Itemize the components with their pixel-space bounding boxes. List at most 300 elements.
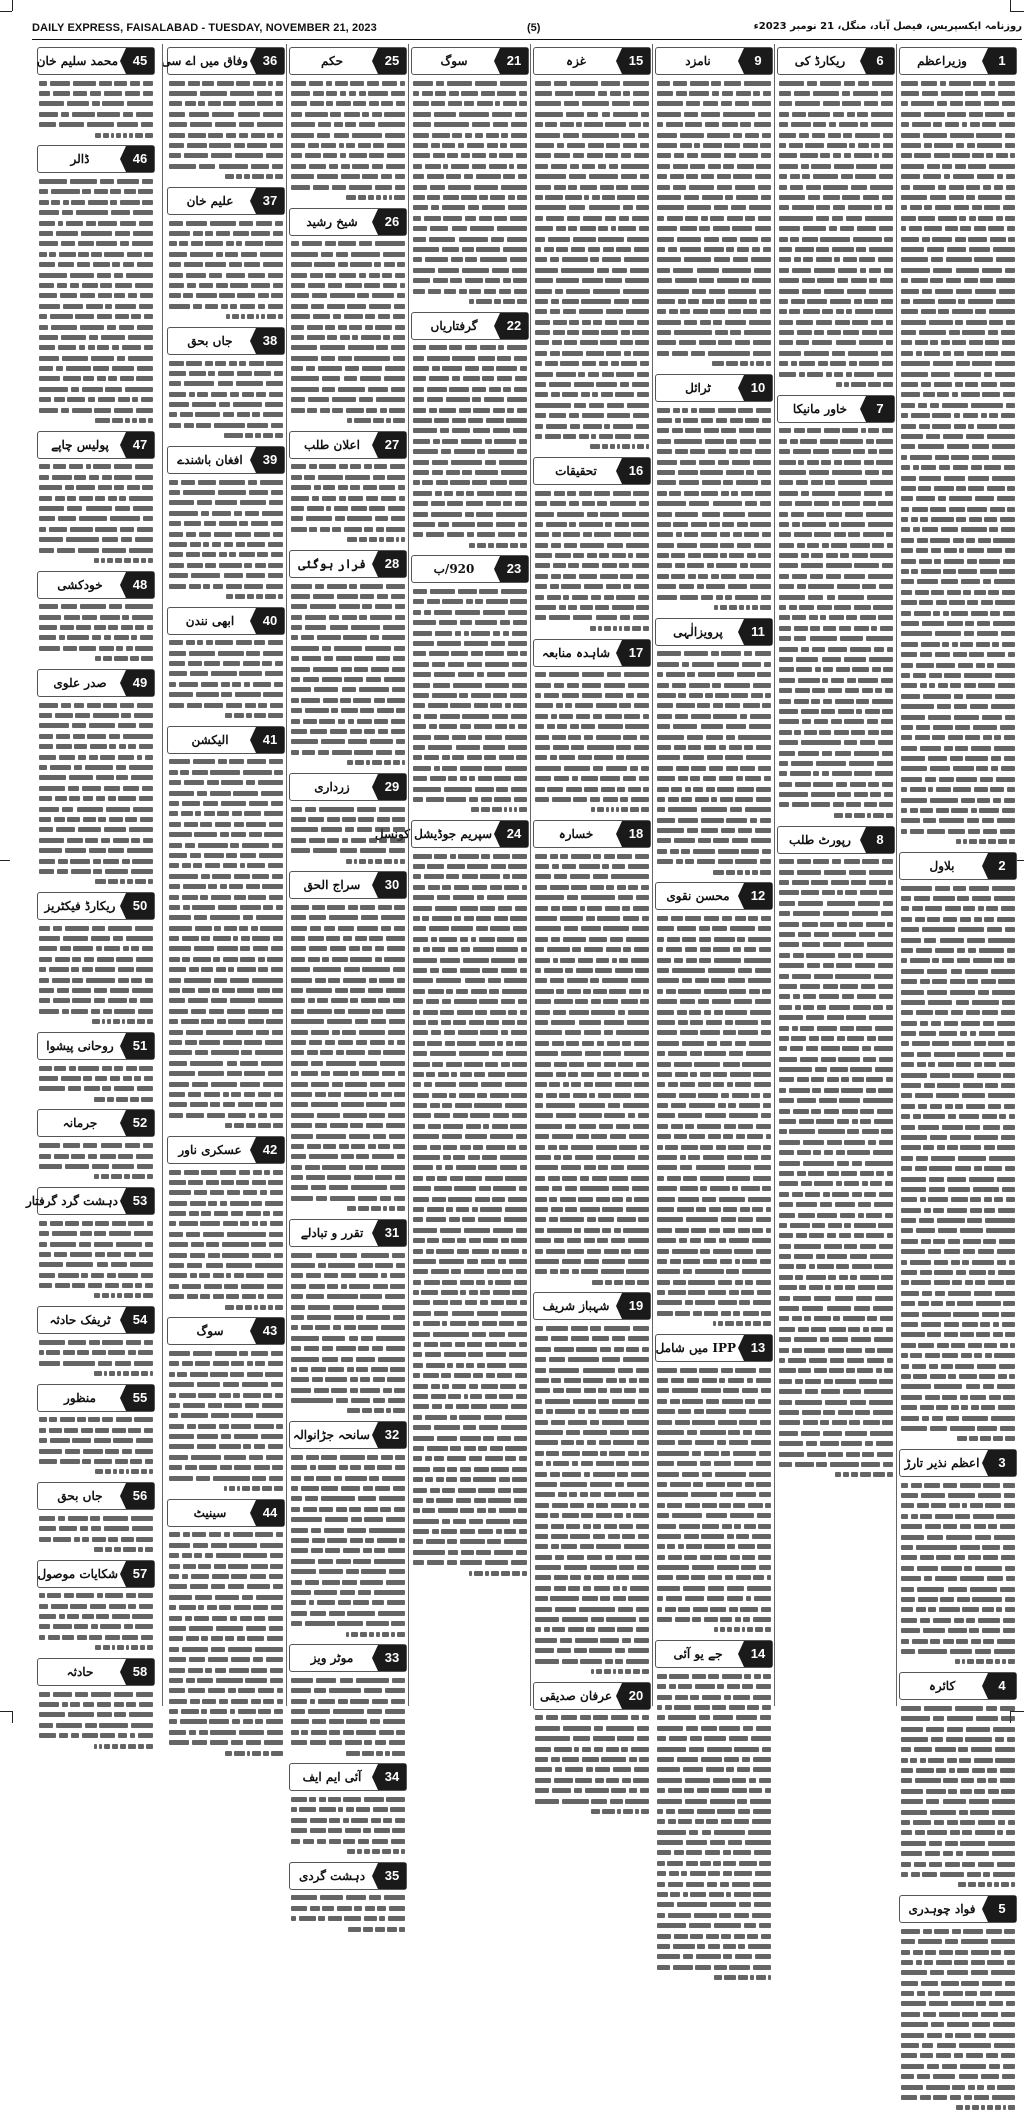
word-glyph <box>840 1026 854 1031</box>
word-glyph <box>657 776 675 781</box>
word-glyph <box>801 740 841 745</box>
word-glyph <box>779 257 791 262</box>
word-glyph <box>933 268 952 273</box>
word-glyph <box>877 372 893 377</box>
text-line <box>779 1168 893 1178</box>
word-glyph <box>926 1799 939 1804</box>
word-glyph <box>794 626 808 631</box>
word-glyph <box>800 1026 814 1031</box>
word-glyph <box>820 237 850 242</box>
text-line <box>901 2082 1015 2092</box>
word-glyph <box>999 1062 1015 1067</box>
word-glyph <box>901 226 906 231</box>
word-glyph <box>671 1103 686 1108</box>
word-glyph <box>983 1052 1003 1057</box>
text-line <box>657 784 771 794</box>
word-glyph <box>864 460 874 465</box>
text-line <box>657 447 771 457</box>
word-glyph <box>969 112 983 117</box>
word-glyph <box>754 1082 771 1087</box>
word-glyph <box>657 838 671 843</box>
word-glyph <box>864 802 877 807</box>
word-glyph <box>823 185 848 190</box>
word-glyph <box>901 1587 914 1592</box>
word-glyph <box>981 600 993 605</box>
word-glyph <box>962 330 985 335</box>
word-glyph <box>901 1545 913 1550</box>
word-glyph <box>677 543 697 548</box>
word-glyph <box>779 289 799 294</box>
word-glyph <box>927 1830 947 1835</box>
word-glyph <box>988 1104 1001 1109</box>
word-glyph <box>698 574 708 579</box>
word-glyph <box>722 122 738 127</box>
word-glyph <box>843 1316 865 1321</box>
word-glyph <box>779 1441 803 1446</box>
text-line <box>779 120 893 130</box>
word-glyph <box>988 1524 997 1529</box>
word-glyph <box>798 901 823 906</box>
word-glyph <box>963 413 978 418</box>
word-glyph <box>726 818 747 823</box>
word-glyph <box>766 1134 771 1139</box>
word-glyph <box>682 978 692 983</box>
word-glyph <box>749 205 771 210</box>
word-glyph <box>956 777 977 782</box>
text-line <box>901 608 1015 618</box>
word-glyph <box>850 543 870 548</box>
text-line <box>901 234 1015 244</box>
word-glyph <box>752 605 758 610</box>
word-glyph <box>954 1555 965 1560</box>
word-glyph <box>961 798 975 803</box>
word-glyph <box>913 673 926 678</box>
word-glyph <box>844 740 857 745</box>
word-glyph <box>913 465 919 470</box>
word-glyph <box>880 1316 893 1321</box>
word-glyph <box>997 917 1015 922</box>
word-glyph <box>981 2012 998 2017</box>
story-headline: ٹرائل <box>660 375 736 401</box>
text-line <box>779 1220 893 1230</box>
word-glyph <box>968 948 976 953</box>
text-line <box>901 1132 1015 1142</box>
word-glyph <box>854 626 869 631</box>
text-line <box>901 494 1015 504</box>
word-glyph <box>879 174 893 179</box>
word-glyph <box>858 901 880 906</box>
word-glyph <box>731 205 746 210</box>
word-glyph <box>797 1077 809 1082</box>
word-glyph <box>779 911 790 916</box>
text-line <box>657 478 771 488</box>
word-glyph <box>722 522 734 527</box>
word-glyph <box>978 1882 985 1887</box>
word-glyph <box>950 979 965 984</box>
word-glyph <box>816 257 832 262</box>
word-glyph <box>969 1177 994 1182</box>
word-glyph <box>960 1228 983 1233</box>
text-line <box>901 130 1015 140</box>
word-glyph <box>970 1208 982 1213</box>
word-glyph <box>726 470 744 475</box>
story-headline: تحقیقات <box>538 458 614 484</box>
word-glyph <box>675 418 681 423</box>
word-glyph <box>855 133 880 138</box>
word-glyph <box>693 849 715 854</box>
story-body-text <box>776 78 896 390</box>
word-glyph <box>1005 1597 1015 1602</box>
text-line <box>657 1028 771 1038</box>
word-glyph <box>901 1301 915 1306</box>
word-glyph <box>954 1618 964 1623</box>
word-glyph <box>886 1327 893 1332</box>
word-glyph <box>901 309 918 314</box>
word-glyph <box>966 320 987 325</box>
word-glyph <box>962 1659 965 1664</box>
word-glyph <box>755 828 771 833</box>
word-glyph <box>828 1223 842 1228</box>
text-line <box>901 307 1015 317</box>
word-glyph <box>835 974 871 979</box>
word-glyph <box>675 563 685 568</box>
text-line <box>657 659 771 669</box>
word-glyph <box>813 1150 821 1155</box>
word-glyph <box>885 1181 893 1186</box>
word-glyph <box>821 1389 840 1394</box>
text-line <box>779 1210 893 1220</box>
header-urdu-dateline: روزنامہ ایکسپریس، فیصل آباد، منگل، 21 نومبر 2023ء <box>754 21 1022 32</box>
word-glyph <box>932 735 945 740</box>
word-glyph <box>1009 1114 1015 1119</box>
word-glyph <box>950 756 963 761</box>
word-glyph <box>682 937 696 942</box>
word-glyph <box>758 766 771 771</box>
word-glyph <box>822 751 832 756</box>
word-glyph <box>881 730 893 735</box>
word-glyph <box>836 309 844 314</box>
word-glyph <box>729 449 738 454</box>
word-glyph <box>823 626 836 631</box>
word-glyph <box>832 932 856 937</box>
text-line <box>779 613 893 623</box>
text-line <box>657 825 771 835</box>
word-glyph <box>657 947 663 952</box>
word-glyph <box>1006 2001 1015 2006</box>
word-glyph <box>730 926 755 931</box>
story-number-badge: 15 <box>622 48 650 74</box>
word-glyph <box>796 1264 806 1269</box>
word-glyph <box>813 91 839 96</box>
text-line <box>901 904 1015 914</box>
word-glyph <box>837 1161 849 1166</box>
word-glyph <box>964 673 992 678</box>
word-glyph <box>735 185 755 190</box>
word-glyph <box>977 143 1002 148</box>
word-glyph <box>728 289 756 294</box>
word-glyph <box>809 615 818 620</box>
word-glyph <box>713 1072 727 1077</box>
word-glyph <box>856 1296 872 1301</box>
word-glyph <box>825 1400 847 1405</box>
word-glyph <box>915 1166 927 1171</box>
word-glyph <box>901 1607 913 1612</box>
word-glyph <box>965 101 981 106</box>
word-glyph <box>779 112 789 117</box>
text-line <box>901 525 1015 535</box>
word-glyph <box>974 787 988 792</box>
word-glyph <box>706 1020 722 1025</box>
text-line <box>779 1272 893 1282</box>
word-glyph <box>779 1410 799 1415</box>
word-glyph <box>886 1077 893 1082</box>
word-glyph <box>978 1249 994 1254</box>
word-glyph <box>707 755 723 760</box>
word-glyph <box>985 340 999 345</box>
word-glyph <box>972 1768 985 1773</box>
word-glyph <box>761 153 771 158</box>
word-glyph <box>901 1114 910 1119</box>
word-glyph <box>972 205 982 210</box>
word-glyph <box>997 1862 1015 1867</box>
word-glyph <box>875 1067 893 1072</box>
word-glyph <box>931 257 943 262</box>
text-line <box>901 805 1015 815</box>
word-glyph <box>829 122 836 127</box>
word-glyph <box>813 771 819 776</box>
word-glyph <box>680 226 697 231</box>
word-glyph <box>713 947 730 952</box>
word-glyph <box>1003 1628 1015 1633</box>
word-glyph <box>998 1270 1015 1275</box>
word-glyph <box>961 1939 988 1944</box>
word-glyph <box>1006 185 1015 190</box>
word-glyph <box>975 1535 991 1540</box>
word-glyph <box>879 226 893 231</box>
word-glyph <box>817 605 832 610</box>
text-line <box>779 1231 893 1241</box>
word-glyph <box>845 1285 855 1290</box>
word-glyph <box>779 1244 791 1249</box>
word-glyph <box>965 2105 970 2110</box>
word-glyph <box>779 91 791 96</box>
word-glyph <box>836 667 850 672</box>
word-glyph <box>961 1981 979 1986</box>
word-glyph <box>867 942 893 947</box>
word-glyph <box>971 611 988 616</box>
word-glyph <box>923 174 941 179</box>
text-line <box>779 1127 893 1137</box>
crop-mark <box>1010 0 1011 11</box>
word-glyph <box>868 449 877 454</box>
word-glyph <box>927 2033 942 2038</box>
word-glyph <box>779 1264 794 1269</box>
word-glyph <box>847 678 856 683</box>
text-line <box>901 1936 1015 1946</box>
text-line <box>779 800 893 810</box>
story-headline-bar <box>899 1895 1017 1923</box>
word-glyph <box>946 1301 955 1306</box>
word-glyph <box>720 543 734 548</box>
word-glyph <box>901 455 907 460</box>
text-line <box>779 1085 893 1095</box>
word-glyph <box>845 813 852 818</box>
word-glyph <box>779 1316 789 1321</box>
word-glyph <box>988 330 998 335</box>
word-glyph <box>1003 559 1015 564</box>
word-glyph <box>966 1384 980 1389</box>
word-glyph <box>901 1768 913 1773</box>
word-glyph <box>912 1041 930 1046</box>
word-glyph <box>977 2085 984 2090</box>
text-line <box>901 816 1015 826</box>
word-glyph <box>901 91 919 96</box>
word-glyph <box>957 1301 973 1306</box>
word-glyph <box>690 449 705 454</box>
word-glyph <box>922 621 944 626</box>
word-glyph <box>901 1104 915 1109</box>
text-line <box>779 561 893 571</box>
word-glyph <box>791 761 813 766</box>
word-glyph <box>922 289 932 294</box>
word-glyph <box>855 174 876 179</box>
word-glyph <box>735 1020 758 1025</box>
story-body-text <box>654 405 774 613</box>
word-glyph <box>960 1545 980 1550</box>
crop-mark <box>1010 11 1024 12</box>
word-glyph <box>901 112 921 117</box>
word-glyph <box>838 480 867 485</box>
word-glyph <box>793 1296 811 1301</box>
word-glyph <box>982 1981 1002 1986</box>
word-glyph <box>929 1166 952 1171</box>
word-glyph <box>992 1799 1015 1804</box>
word-glyph <box>755 174 771 179</box>
word-glyph <box>811 1109 821 1114</box>
story-body-text <box>654 649 774 878</box>
word-glyph <box>915 340 928 345</box>
word-glyph <box>918 486 931 491</box>
word-glyph <box>917 1062 926 1067</box>
word-glyph <box>850 647 871 652</box>
text-line <box>901 883 1015 893</box>
text-line <box>901 1968 1015 1978</box>
word-glyph <box>755 651 771 656</box>
word-glyph <box>901 798 927 803</box>
text-line <box>901 1205 1015 1215</box>
text-line <box>901 421 1015 431</box>
story-number-badge: 17 <box>622 640 650 666</box>
word-glyph <box>869 247 893 252</box>
word-glyph <box>824 289 844 294</box>
word-glyph <box>985 1503 1001 1508</box>
word-glyph <box>985 1353 992 1358</box>
word-glyph <box>868 782 879 787</box>
word-glyph <box>827 1233 836 1238</box>
word-glyph <box>882 563 893 568</box>
word-glyph <box>755 968 771 973</box>
word-glyph <box>961 579 980 584</box>
word-glyph <box>923 818 936 823</box>
word-glyph <box>901 185 910 190</box>
text-line <box>779 488 893 498</box>
word-glyph <box>687 672 695 677</box>
word-glyph <box>916 1228 935 1233</box>
word-glyph <box>858 1213 864 1218</box>
word-glyph <box>791 122 811 127</box>
word-glyph <box>657 174 667 179</box>
word-glyph <box>1002 1187 1015 1192</box>
word-glyph <box>844 574 865 579</box>
text-line <box>901 296 1015 306</box>
text-line <box>901 1288 1015 1298</box>
word-glyph <box>901 216 916 221</box>
word-glyph <box>802 719 811 724</box>
word-glyph <box>814 501 829 506</box>
word-glyph <box>987 663 994 668</box>
word-glyph <box>1000 1426 1015 1431</box>
word-glyph <box>869 268 881 273</box>
story-headline: خسارہ <box>538 821 614 847</box>
word-glyph <box>726 247 734 252</box>
word-glyph <box>803 1005 814 1010</box>
word-glyph <box>975 309 986 314</box>
word-glyph <box>969 340 983 345</box>
word-glyph <box>956 143 964 148</box>
text-line <box>779 519 893 529</box>
word-glyph <box>935 205 951 210</box>
word-glyph <box>934 1820 944 1825</box>
word-glyph <box>950 1426 975 1431</box>
word-glyph <box>970 1587 997 1592</box>
word-glyph <box>801 709 819 714</box>
word-glyph <box>793 994 800 999</box>
word-glyph <box>1000 725 1015 730</box>
word-glyph <box>713 226 730 231</box>
word-glyph <box>863 1420 880 1425</box>
text-line <box>779 203 893 213</box>
word-glyph <box>802 1306 823 1311</box>
word-glyph <box>923 133 947 138</box>
word-glyph <box>901 517 908 522</box>
word-glyph <box>917 1503 929 1508</box>
word-glyph <box>779 730 792 735</box>
word-glyph <box>801 563 823 568</box>
word-glyph <box>873 813 884 818</box>
word-glyph <box>854 771 872 776</box>
word-glyph <box>948 735 963 740</box>
word-glyph <box>939 2012 960 2017</box>
word-glyph <box>937 392 949 397</box>
text-line <box>657 286 771 296</box>
news-story <box>898 1449 1018 1669</box>
word-glyph <box>690 1020 703 1025</box>
word-glyph <box>1003 1073 1015 1078</box>
word-glyph <box>706 584 725 589</box>
word-glyph <box>869 289 893 294</box>
word-glyph <box>856 1026 872 1031</box>
word-glyph <box>823 1431 842 1436</box>
word-glyph <box>753 351 771 356</box>
text-line <box>779 592 893 602</box>
text-line <box>901 1080 1015 1090</box>
story-headline-bar <box>777 395 895 423</box>
word-glyph <box>931 1503 946 1508</box>
word-glyph <box>987 927 1002 932</box>
word-glyph <box>812 647 825 652</box>
text-line <box>901 182 1015 192</box>
text-line <box>901 1101 1015 1111</box>
